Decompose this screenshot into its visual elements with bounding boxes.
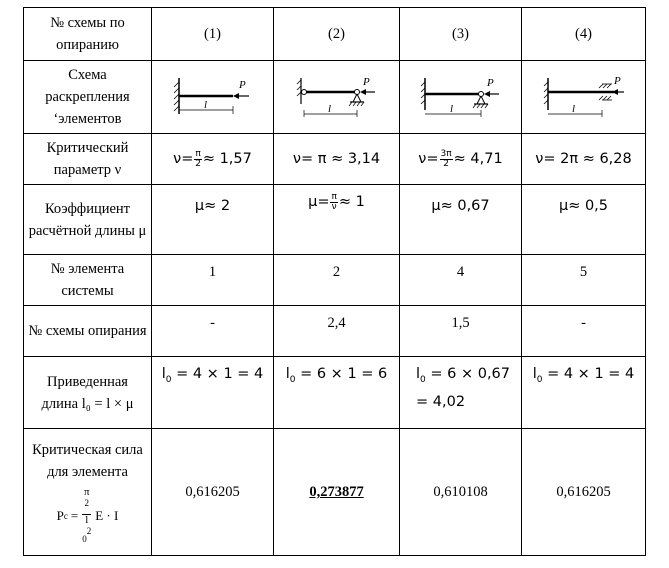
coef-row	[24, 185, 646, 255]
col-header-4: (4)	[522, 8, 646, 61]
pc-base: P	[56, 508, 64, 523]
length-label: l	[449, 103, 453, 115]
ei: E · I	[95, 508, 119, 523]
pc-sub: c	[63, 511, 68, 521]
scheme-row	[24, 61, 646, 134]
l0-base: l	[416, 366, 421, 382]
critical-param-row	[24, 134, 646, 185]
scheme-3	[400, 61, 522, 134]
reduced-1	[152, 357, 274, 429]
l0-base: l	[161, 366, 166, 382]
critical-param-4: ν= 2π ≈ 6,28	[522, 134, 646, 185]
critical-force-label: Критическая сила для элемента	[32, 442, 143, 481]
force-label: P	[362, 76, 370, 88]
nu-value: ≈ 1,57	[202, 151, 252, 167]
element-3: 4	[400, 255, 522, 306]
support-4: -	[522, 306, 646, 357]
element-2: 2	[274, 255, 400, 306]
nu-value: ≈ 4,71	[453, 151, 503, 167]
l0-base: l	[285, 366, 290, 382]
row-label-critical-param: Критический параметр ν	[24, 134, 152, 185]
fraction-num: π	[331, 191, 337, 202]
force-3: 0,610108	[400, 429, 522, 556]
coef-1: μ≈ 2	[152, 185, 274, 255]
element-4: 5	[522, 255, 646, 306]
force-label: P	[486, 77, 494, 89]
pi: π	[83, 486, 90, 499]
critical-param-2: ν= π ≈ 3,14	[274, 134, 400, 185]
l0-sub: 0	[165, 374, 172, 385]
cantilever-diagram	[171, 74, 255, 120]
force-formula	[57, 487, 119, 545]
critical-param-1	[152, 134, 274, 185]
reduced-value-cont: = 4,02	[416, 393, 466, 410]
nu-prefix: ν=	[173, 151, 194, 167]
fraction-den: 2	[443, 158, 449, 169]
l-sub: 0	[82, 533, 87, 544]
formula-den	[82, 515, 91, 545]
force-label: P	[238, 79, 246, 91]
reduced-3	[400, 357, 522, 429]
length-label: l	[203, 99, 207, 111]
fraction-num: π	[195, 148, 201, 159]
header-row	[24, 8, 646, 61]
reduced-value: = 6 × 1 = 6	[300, 366, 388, 382]
l0-base: l	[532, 366, 537, 382]
force-1: 0,616205	[152, 429, 274, 556]
reduced-value: = 6 × 0,67	[430, 366, 511, 382]
col-header-3: (3)	[400, 8, 522, 61]
fraction	[440, 150, 453, 169]
coef-2	[274, 185, 400, 255]
support-3: 1,5	[400, 306, 522, 357]
l0-sub: 0	[536, 374, 543, 385]
nu-prefix: ν=	[418, 151, 439, 167]
l0-sub: 0	[420, 374, 426, 385]
col-header-2: (2)	[274, 8, 400, 61]
reduced-2	[274, 357, 400, 429]
reduced-4	[522, 357, 646, 429]
element-row	[24, 255, 646, 306]
critical-force-row	[24, 429, 646, 556]
mu-prefix: μ=	[308, 194, 330, 210]
formula-fraction	[82, 487, 91, 545]
force-4: 0,616205	[522, 429, 646, 556]
reduced-value: = 4 × 1 = 4	[547, 366, 635, 382]
coef-4: μ≈ 0,5	[522, 185, 646, 255]
fraction	[330, 193, 337, 212]
row-label-element: № элемента системы	[24, 255, 152, 306]
row-label-scheme: Схема раскрепления ‘элементов	[24, 61, 152, 134]
l0-sub: 0	[289, 374, 296, 385]
reduced-length-row	[24, 357, 646, 429]
length-label: l	[571, 103, 575, 115]
scheme-2	[274, 61, 400, 134]
pinned-pinned-diagram	[295, 74, 379, 120]
row-label-reduced-length: Приведенная длина l₀ = l × μ	[24, 357, 152, 429]
fraction-den: 2	[195, 158, 201, 169]
support-2: 2,4	[274, 306, 400, 357]
fixed-pinned-diagram	[419, 74, 503, 120]
fraction	[194, 150, 201, 169]
row-label-coef: Коэффициент расчётной длины μ	[24, 185, 152, 255]
l-base: l	[85, 513, 89, 526]
reduced-value: = 4 × 1 = 4	[176, 366, 264, 382]
support-1: -	[152, 306, 274, 357]
mu-value: ≈ 1	[338, 194, 365, 210]
element-1: 1	[152, 255, 274, 306]
row-label-support: № схемы опирания	[24, 306, 152, 357]
fraction-den: ν	[331, 201, 337, 212]
force-2: 0,273877	[274, 429, 400, 556]
scheme-1	[152, 61, 274, 134]
formula-num	[82, 487, 91, 515]
l-sup: 2	[86, 525, 92, 536]
fraction-num: 3π	[440, 148, 452, 159]
row-label-critical-force	[24, 429, 152, 556]
col-header-1: (1)	[152, 8, 274, 61]
coef-3: μ≈ 0,67	[400, 185, 522, 255]
fixed-fixed-diagram	[542, 74, 626, 120]
scheme-4	[522, 61, 646, 134]
critical-param-3	[400, 134, 522, 185]
stability-table	[23, 7, 646, 556]
force-label: P	[613, 75, 621, 87]
row-label-scheme-no: № схемы по опиранию	[24, 8, 152, 61]
equals: =	[70, 508, 79, 523]
pi-sup: 2	[84, 498, 89, 509]
length-label: l	[327, 103, 331, 115]
support-row	[24, 306, 646, 357]
